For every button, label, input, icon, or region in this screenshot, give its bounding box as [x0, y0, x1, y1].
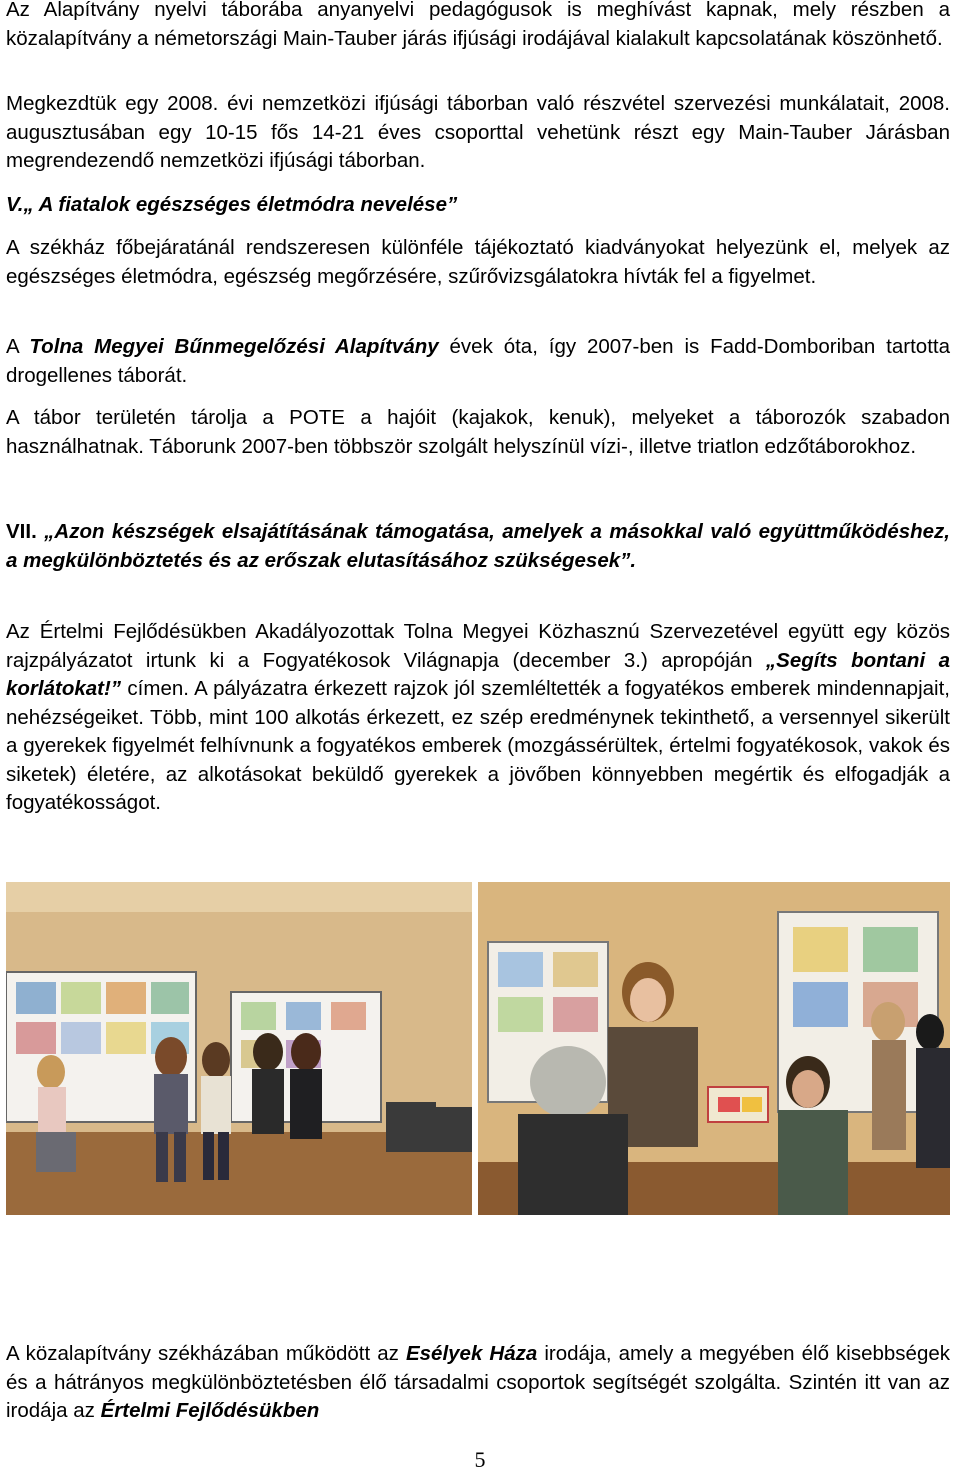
p4-pre: A	[6, 335, 30, 358]
chances-house-name: Esélyek Háza	[405, 1342, 538, 1365]
p6-post: címen. A pályázatra érkezett rajzok jól szemléltették a fogyatékos emberek mindennapjait, nehézségeiket. Több, mint 100 alkotás érkezett, ez szép eredménynek tekinthető, a versennyel sikerült a gyerekek figyelmét felhívnunk a fogyatékos emberek (mozgássérültek, értelmi fogyatékosok, vakok és siketek) életére, az alkotásokat beküldő gyerekek a jövőben könnyebben megértik és elfogadják a fogyatékosságot.	[6, 677, 950, 814]
paragraph-language-camp: Az Alapítvány nyelvi táborába anyanyelvi pedagógusok is meghívást kapnak, mely részben a közalapítvány a németországi Main-Tauber járás ifjúsági irodájával kialakult kapcsolatának köszönhető.	[6, 0, 950, 50]
exhibition-photo-right	[478, 882, 950, 1215]
contest-title: „Segíts bontani a korlátokat!”	[6, 648, 950, 700]
foundation-name: Tolna Megyei Bűnmegelőzési Alapítvány	[29, 335, 439, 358]
organization-name: Értelmi Fejlődésükben	[100, 1399, 320, 1422]
p7-mid: irodája, amely a megyében élő kisebbségek és a hátrányos megkülönböztetésben élő társadalmi csoportok segítségét szolgálta. Szintén itt van az irodája az	[6, 1342, 951, 1422]
p7-pre: A közalapítvány székházában működött az	[6, 1342, 406, 1365]
p4-post: évek óta, így 2007-ben is Fadd-Domboriban tartotta drogellenes táborát.	[6, 335, 950, 387]
exhibition-photo-left	[6, 882, 472, 1215]
heading-vii-text: „Azon készségek elsajátításának támogatása, amelyek a másokkal való együttműködéshez, a megkülönböztetés és az erőszak elutasításához szükségesek”.	[6, 520, 950, 572]
paragraph-health-info: A székház főbejáratánál rendszeresen különféle tájékoztató kiadványokat helyezünk el, melyek az egészséges életmódra, egészség megőrzésére, szűrővizsgálatokra hívták fel a figyelmet.	[6, 236, 950, 288]
heading-vii-prefix: VII.	[6, 520, 45, 543]
page-number: 5	[474, 1447, 486, 1472]
paragraph-boats: A tábor területén tárolja a POTE a hajóit (kajakok, kenuk), melyeket a táborozók szabadon használhatnak. Táborunk 2007-ben többször szolgált helyszínül vízi-, illetve triatlon edzőtáborokhoz.	[6, 406, 950, 458]
section-heading-vii	[6, 518, 950, 575]
p6-pre: Az Értelmi Fejlődésükben Akadályozottak Tolna Megyei Közhasznú Szervezetével együtt egy közös rajzpályázatot irtunk ki a Fogyatékosok Világnapja (december 3.) apropóján	[6, 620, 950, 672]
paragraph-youth-camp: Megkezdtük egy 2008. évi nemzetközi ifjúsági táborban való részvétel szervezési munkálatait, 2008. augusztusában egy 10-15 fős 14-21 éves csoporttal vehetünk részt egy Main-Tauber Járásban megrendezendő nemzetközi ifjúsági táborban.	[6, 92, 950, 172]
section-heading-v: V.„ A fiatalok egészséges életmódra nevelése”	[6, 193, 458, 216]
paragraph-chances-house	[6, 1340, 950, 1426]
paragraph-crime-prevention	[6, 333, 950, 390]
paragraph-drawing-contest	[6, 618, 950, 818]
photo-row	[6, 882, 950, 1215]
